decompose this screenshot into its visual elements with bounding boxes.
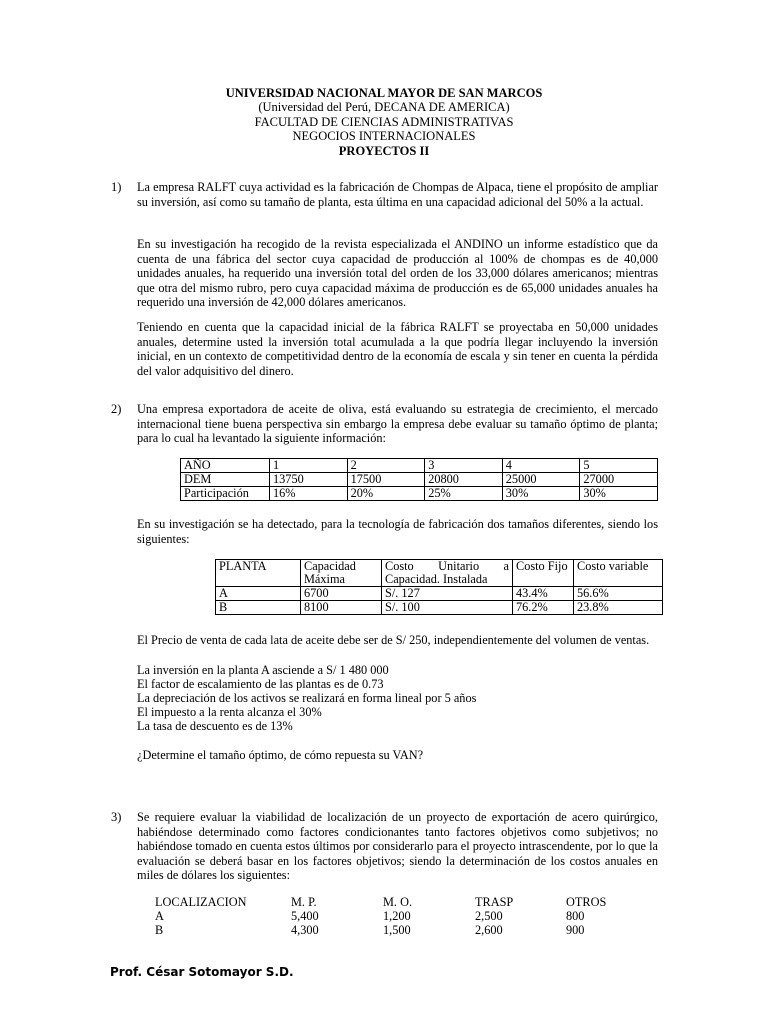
question-2-item-3: La depreciación de los activos se realizará en forma lineal por 5 años bbox=[137, 691, 477, 705]
column-header: M. O. bbox=[383, 895, 413, 909]
table-cell: S/. 127 bbox=[382, 587, 513, 601]
row-cell: 4,300 bbox=[291, 923, 319, 937]
question-3-number: 3) bbox=[111, 810, 122, 824]
table-row bbox=[216, 587, 663, 601]
table-cell: DEM bbox=[181, 473, 270, 487]
question-2-paragraph-1: Una empresa exportadora de aceite de oliva, está evaluando su estrategia de crecimiento, el mercado internacional tiene buena perspectiva sin embargo la empresa debe evaluar su tamaño óptimo de planta; para lo cual ha levantado la siguiente información: bbox=[137, 402, 658, 446]
table-cell: 23.8% bbox=[574, 601, 663, 615]
row-cell: 1,500 bbox=[383, 923, 411, 937]
question-3-paragraph-1: Se requiere evaluar la viabilidad de localización de un proyecto de exportación de acero quirúrgico, habiéndose determinado como factores condicionantes tanto factores objetivos como subjetivos; no habiéndose tomado en cuenta estos últimos por considerarlo para el proyecto intrascendente, por lo que la evaluación se deberá basar en los factores objetivos; siendo la determinación de los costos anuales en miles de dólares los siguientes: bbox=[137, 810, 658, 883]
table-row bbox=[181, 473, 658, 487]
table-cell: S/. 100 bbox=[382, 601, 513, 615]
table-cell: A bbox=[216, 587, 301, 601]
table-cell: 76.2% bbox=[513, 601, 574, 615]
question-2-number: 2) bbox=[111, 402, 122, 416]
table-header-cell: Costo variable bbox=[574, 560, 663, 587]
table-header-cell: Costo Unitario a Capacidad. Instalada bbox=[382, 560, 513, 587]
table-cell: 25000 bbox=[502, 473, 580, 487]
question-2-paragraph-2: En su investigación se ha detectado, para la tecnología de fabricación dos tamaños diferentes, siendo los siguientes: bbox=[137, 517, 658, 546]
question-1-paragraph-2: En su investigación ha recogido de la revista especializada el ANDINO un informe estadístico que da cuenta de una fábrica del sector cuya capacidad de producción al 100% de chompas es de 40,000 unidades anuales, ha requerido una inversión total del orden de los 33,000 dólares americanos; mientras que otra del mismo rubro, pero cuya capacidad máxima de producción es de 65,000 unidades anuales ha requerido una inversión de 42,000 dólares americanos. bbox=[137, 237, 658, 310]
row-cell: 1,200 bbox=[383, 909, 411, 923]
table-cell: 13750 bbox=[270, 473, 348, 487]
table-cell: 56.6% bbox=[574, 587, 663, 601]
table-cell: 16% bbox=[270, 487, 348, 501]
table-cell: 8100 bbox=[301, 601, 382, 615]
table-cell: 1 bbox=[270, 459, 348, 473]
table-cell: 30% bbox=[580, 487, 658, 501]
document-header bbox=[0, 86, 768, 158]
question-1-paragraph-1: La empresa RALFT cuya actividad es la fabricación de Chompas de Alpaca, tiene el propósito de ampliar su inversión, así como su tamaño de planta, esta última en una capacidad adicional del 50% a la actual. bbox=[137, 180, 658, 209]
row-cell: 2,500 bbox=[475, 909, 503, 923]
table-row bbox=[216, 601, 663, 615]
table-header-cell: Capacidad Máxima bbox=[301, 560, 382, 587]
table-cell: 27000 bbox=[580, 473, 658, 487]
column-header: OTROS bbox=[566, 895, 607, 909]
table-header-cell: PLANTA bbox=[216, 560, 301, 587]
column-header: M. P. bbox=[291, 895, 317, 909]
row-cell: A bbox=[155, 909, 164, 923]
table-row bbox=[181, 459, 658, 473]
question-2-item-4: El impuesto a la renta alcanza el 30% bbox=[137, 705, 322, 719]
table-header-cell: Costo Fijo bbox=[513, 560, 574, 587]
question-1-paragraph-3: Teniendo en cuenta que la capacidad inicial de la fábrica RALFT se proyectaba en 50,000 unidades anuales, determine usted la inversión total acumulada a la que podría llegar incluyendo la inversión inicial, en un contexto de competitividad dentro de la economía de escala y sin tener en cuenta la pérdida del valor adquisitivo del dinero. bbox=[137, 320, 658, 378]
program-name: NEGOCIOS INTERNACIONALES bbox=[292, 129, 476, 144]
university-name: UNIVERSIDAD NACIONAL MAYOR DE SAN MARCOS bbox=[225, 86, 543, 100]
table-cell: 6700 bbox=[301, 587, 382, 601]
table-cell: 20800 bbox=[425, 473, 503, 487]
table-cell: 20% bbox=[347, 487, 425, 501]
row-cell: 800 bbox=[566, 909, 585, 923]
question-2-item-5: La tasa de descuento es de 13% bbox=[137, 719, 293, 733]
university-subtitle: (Universidad del Perú, DECANA DE AMERICA) bbox=[258, 100, 510, 115]
question-2-question: ¿Determine el tamaño óptimo, de cómo repuesta su VAN? bbox=[137, 748, 424, 762]
table-cell: 2 bbox=[347, 459, 425, 473]
column-header: TRASP bbox=[475, 895, 514, 909]
table-cell: 3 bbox=[425, 459, 503, 473]
table-cell: Participación bbox=[181, 487, 270, 501]
table-cell: 5 bbox=[580, 459, 658, 473]
faculty-name: FACULTAD DE CIENCIAS ADMINISTRATIVAS bbox=[254, 114, 514, 129]
table-cell: 25% bbox=[425, 487, 503, 501]
row-cell: 900 bbox=[566, 923, 585, 937]
row-cell: 5,400 bbox=[291, 909, 319, 923]
table-cell: AÑO bbox=[181, 459, 270, 473]
table-cell: B bbox=[216, 601, 301, 615]
column-header: LOCALIZACION bbox=[155, 895, 247, 909]
row-cell: B bbox=[155, 923, 164, 937]
demand-table bbox=[180, 458, 658, 501]
row-cell: 2,600 bbox=[475, 923, 503, 937]
table-cell: 4 bbox=[502, 459, 580, 473]
question-1-number: 1) bbox=[111, 180, 122, 194]
table-cell: 30% bbox=[502, 487, 580, 501]
question-2-item-1: La inversión en la planta A asciende a S/ 1 480 000 bbox=[137, 663, 389, 677]
course-name: PROYECTOS II bbox=[338, 143, 430, 158]
professor-footer: Prof. César Sotomayor S.D. bbox=[110, 965, 294, 979]
table-cell: 17500 bbox=[347, 473, 425, 487]
plant-table bbox=[215, 559, 663, 615]
question-2-item-2: El factor de escalamiento de las plantas es de 0.73 bbox=[137, 677, 384, 691]
table-row bbox=[181, 487, 658, 501]
question-2-paragraph-3: El Precio de venta de cada lata de aceite debe ser de S/ 250, independientemente del volumen de ventas. bbox=[137, 633, 650, 647]
table-cell: 43.4% bbox=[513, 587, 574, 601]
table-header-row bbox=[216, 560, 663, 587]
